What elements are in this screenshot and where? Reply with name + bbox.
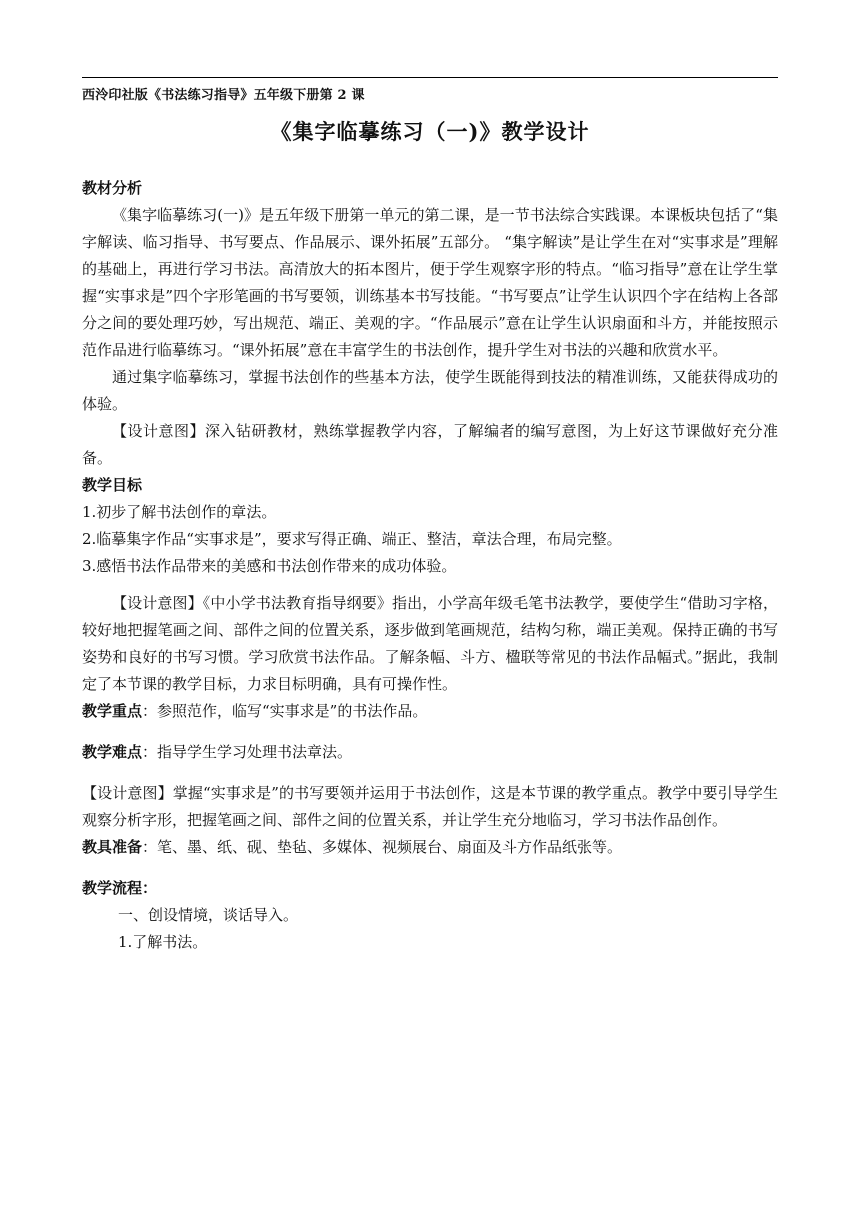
section-heading-teaching-process: 教学流程： xyxy=(82,879,158,897)
paragraph-material-analysis: 《集字临摹练习(一)》是五年级下册第一单元的第二课，是一节书法综合实践课。本课板块包括了“集字解读、临习指导、书写要点、作品展示、课外拓展”五部分。 “集字解读”是让学生在对“实事求是”理解的基础上，再进行学习书法。高清放大的拓本图片，便于学生观察字形的特点。“临习指导”意在让学生掌握“实事求是”四个字形笔画的书写要领，训练基本书写技能。“书写要点”让学生认识四个字在结构上各部分之间的要处理巧妙，写出规范、端正、美观的字。“作品展示”意在让学生认识扇面和斗方，并能按照示范作品进行临摹练习。“课外拓展”意在丰富学生的书法创作，提升学生对书法的兴趣和欣赏水平。 xyxy=(82,206,778,359)
spacer xyxy=(82,861,778,875)
paragraph-design-intent-2: 【设计意图】《中小学书法教育指导纲要》指出，小学高年级毛笔书法教学，要使学生“借助习字格，较好地把握笔画之间、部件之间的位置关系，逐步做到笔画规范，结构匀称，端正美观。保持正确的书写姿势和良好的书写习惯。学习欣赏书法作品。了解条幅、斗方、楹联等常见的书法作品幅式。”据此，我制定了本节课的教学目标，力求目标明确，具有可操作性。 xyxy=(82,594,778,693)
goal-item-3: 3.感悟书法作品带来的美感和书法创作带来的成功体验。 xyxy=(82,557,457,575)
teaching-tools xyxy=(82,834,778,861)
header-rule xyxy=(82,77,778,78)
teaching-tools-text: ：笔、墨、纸、砚、垫毡、多媒体、视频展台、扇面及斗方作品纸张等。 xyxy=(142,838,623,856)
running-header: 西泠印社版《书法练习指导》五年级下册第 2 课 xyxy=(82,88,365,103)
section-heading-teaching-goals: 教学目标 xyxy=(82,476,143,494)
goal-item-2: 2.临摹集字作品“实事求是”，要求写得正确、端正、整洁，章法合理，布局完整。 xyxy=(82,530,622,548)
spacer xyxy=(82,725,778,739)
process-step-1: 一、创设情境，谈话导入。 xyxy=(118,906,299,924)
teaching-tools-label: 教具准备 xyxy=(82,838,143,856)
key-point xyxy=(82,698,778,725)
paragraph-design-intent-1: 【设计意图】深入钻研教材，熟练掌握教学内容，了解编者的编写意图，为上好这节课做好充分准备。 xyxy=(82,422,778,467)
key-point-text: ：参照范作，临写“实事求是”的书法作品。 xyxy=(142,702,428,720)
paragraph-design-intent-3: 【设计意图】掌握“实事求是”的书写要领并运用于书法创作，这是本节课的教学重点。教学中要引导学生观察分析字形，把握笔画之间、部件之间的位置关系，并让学生充分地临习，学习书法作品创作。 xyxy=(82,784,778,829)
spacer xyxy=(82,580,778,590)
process-step-2: 1.了解书法。 xyxy=(118,933,208,951)
difficult-point xyxy=(82,739,778,766)
document-body xyxy=(82,175,778,956)
document-title: 《集字临摹练习（一)》教学设计 xyxy=(270,119,590,144)
section-heading-material-analysis: 教材分析 xyxy=(82,179,143,197)
goal-item-1: 1.初步了解书法创作的章法。 xyxy=(82,503,277,521)
difficult-point-label: 教学难点 xyxy=(82,743,143,761)
key-point-label: 教学重点 xyxy=(82,702,143,720)
spacer xyxy=(82,766,778,780)
paragraph-practice: 通过集字临摹练习，掌握书法创作的些基本方法，使学生既能得到技法的精准训练，又能获得成功的体验。 xyxy=(82,368,778,413)
difficult-point-text: ：指导学生学习处理书法章法。 xyxy=(142,743,353,761)
